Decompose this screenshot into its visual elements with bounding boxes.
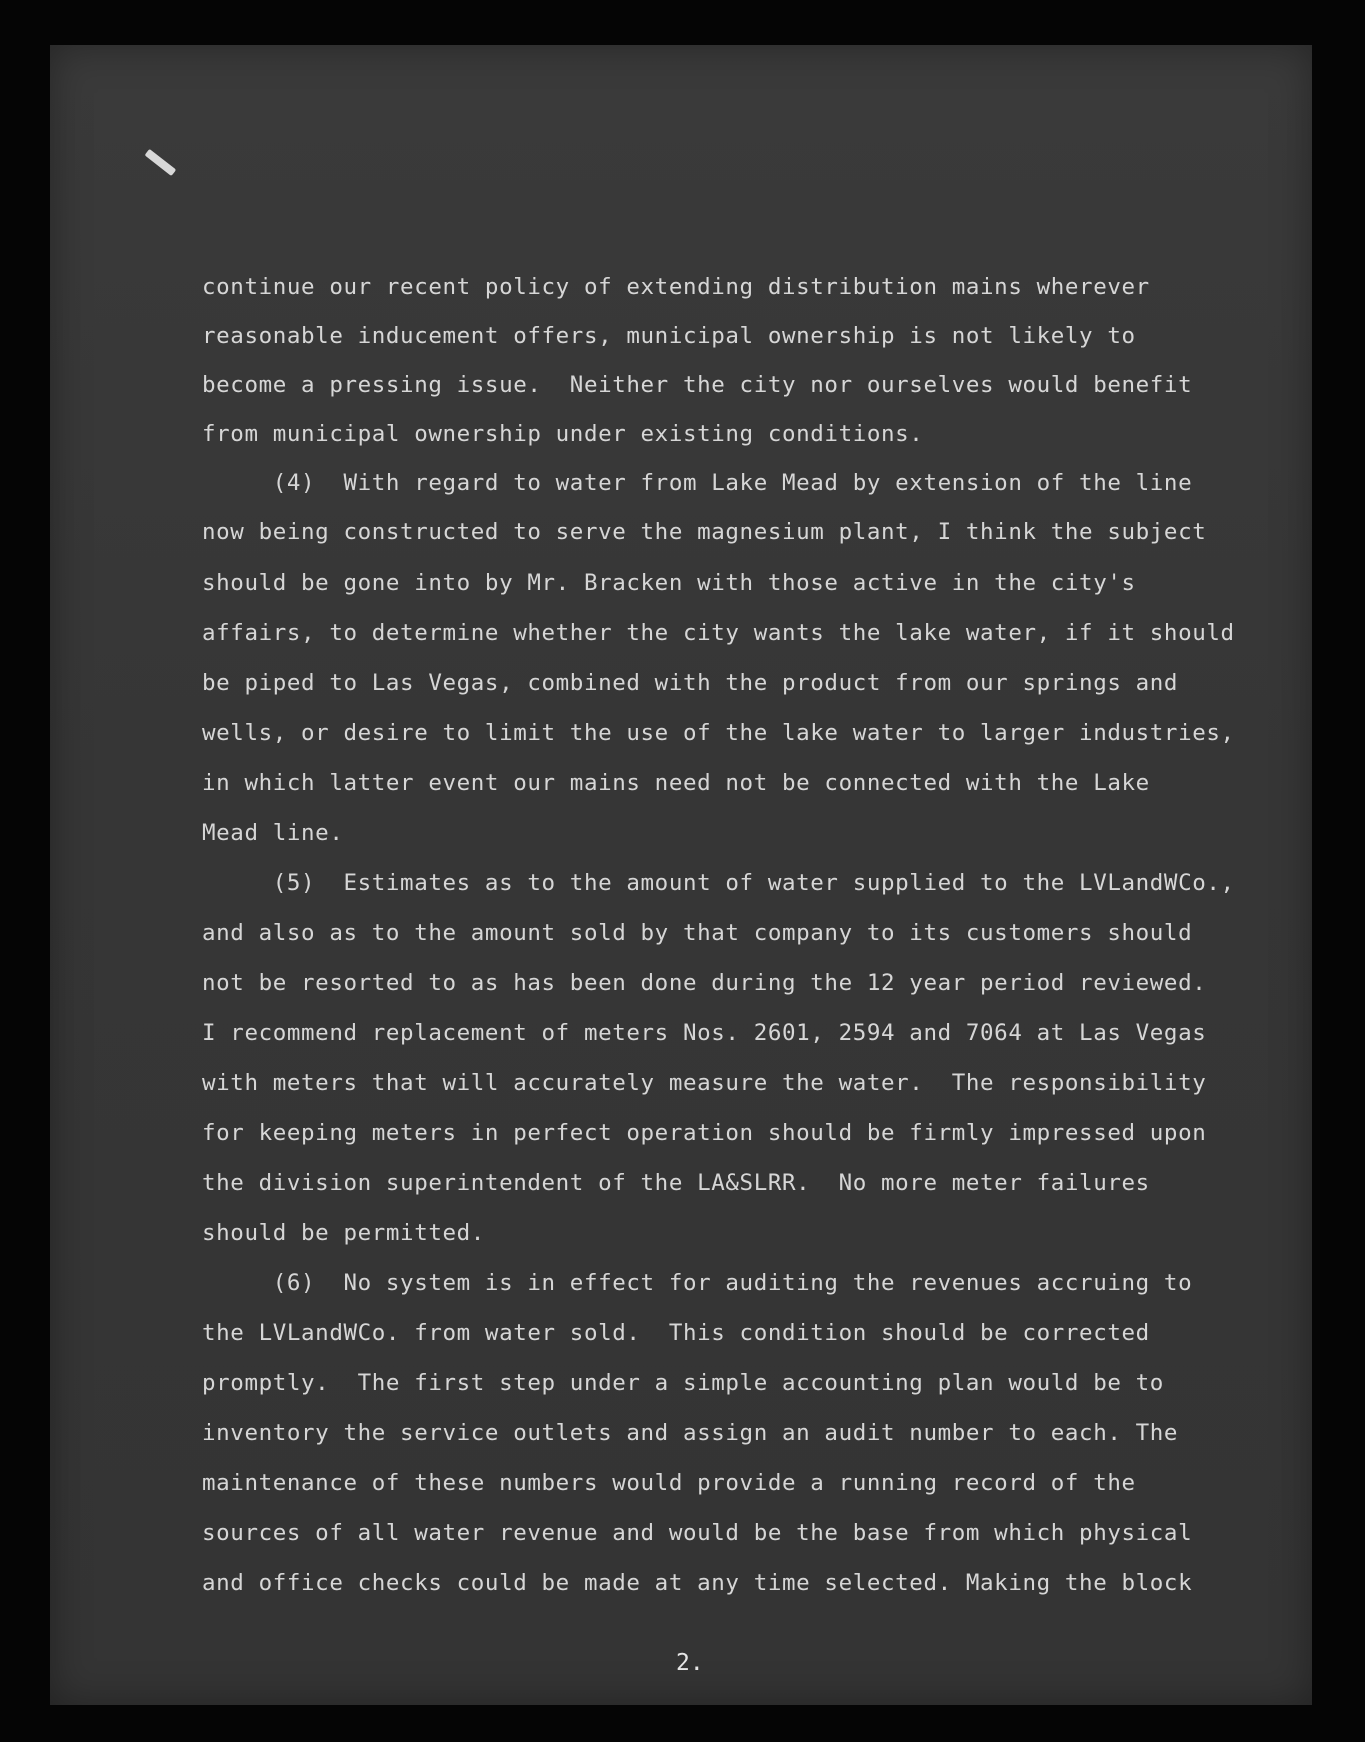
text-line: and also as to the amount sold by that company to its customers should (202, 920, 1193, 946)
text-line: should be gone into by Mr. Bracken with those active in the city's (202, 570, 1136, 596)
text-line: for keeping meters in perfect operation should be firmly impressed upon (202, 1120, 1207, 1146)
text-line: (4) With regard to water from Lake Mead by extension of the line (202, 470, 1193, 496)
text-line: maintenance of these numbers would provide a running record of the (202, 1470, 1136, 1496)
text-line: the division superintendent of the LA&SLRR. No more meter failures (202, 1170, 1150, 1196)
text-line: inventory the service outlets and assign an audit number to each. The (202, 1420, 1179, 1446)
text-line: in which latter event our mains need not be connected with the Lake (202, 770, 1150, 796)
text-line: reasonable inducement offers, municipal ownership is not likely to (202, 323, 1136, 349)
text-line: become a pressing issue. Neither the city nor ourselves would benefit (202, 372, 1193, 398)
text-line: affairs, to determine whether the city wants the lake water, if it should (202, 620, 1235, 646)
text-line: Mead line. (202, 820, 344, 846)
text-line: (6) No system is in effect for auditing the revenues accruing to (202, 1270, 1193, 1296)
text-line: should be permitted. (202, 1220, 485, 1246)
text-line: the LVLandWCo. from water sold. This condition should be corrected (202, 1320, 1150, 1346)
text-line: I recommend replacement of meters Nos. 2601, 2594 and 7064 at Las Vegas (202, 1020, 1207, 1046)
text-line: (5) Estimates as to the amount of water supplied to the LVLandWCo., (202, 870, 1235, 896)
text-line: with meters that will accurately measure the water. The responsibility (202, 1070, 1207, 1096)
text-line: sources of all water revenue and would be the base from which physical (202, 1520, 1193, 1546)
text-line: continue our recent policy of extending distribution mains wherever (202, 274, 1150, 300)
text-line: and office checks could be made at any time selected. Making the block (202, 1570, 1193, 1596)
document-body (202, 272, 1302, 1596)
text-line: now being constructed to serve the magnesium plant, I think the subject (202, 519, 1207, 545)
text-line: promptly. The first step under a simple accounting plan would be to (202, 1370, 1164, 1396)
text-line: from municipal ownership under existing conditions. (202, 421, 924, 447)
page-number: 2. (676, 1650, 704, 1676)
text-line: not be resorted to as has been done during the 12 year period reviewed. (202, 970, 1207, 996)
text-line: be piped to Las Vegas, combined with the product from our springs and (202, 670, 1179, 696)
text-line: wells, or desire to limit the use of the lake water to larger industries, (202, 720, 1235, 746)
